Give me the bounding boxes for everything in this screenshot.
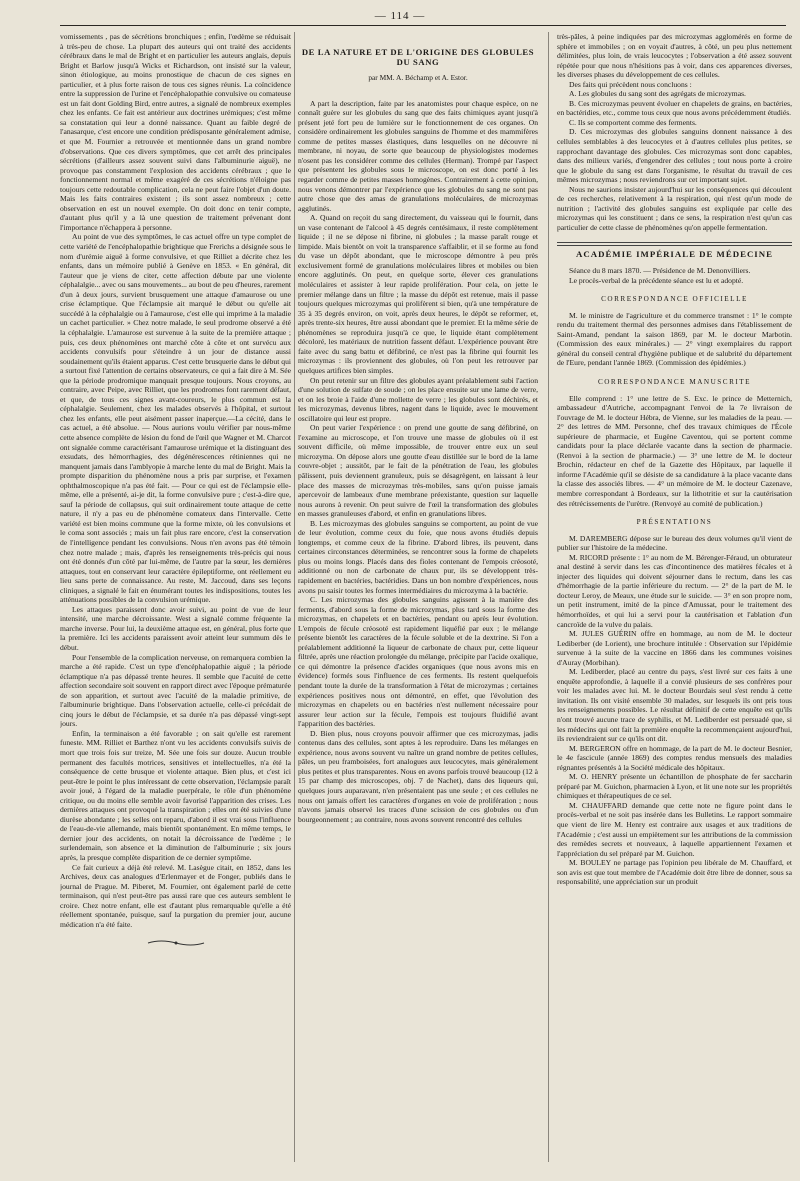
right-column bbox=[557, 32, 792, 1168]
page-number: — 114 — bbox=[374, 10, 426, 22]
paragraph: On peut retenir sur un filtre des globules ayant préalablement subi l'action d'une solution de sulfate de soude ; on les place ensuite sur une lame de verre, et on les broie à l'aide d'une mollette de verre ; les globules sont déchirés, et les microzymas, devenus libres, nagent dans le liquide, avec le mouvement oscillatoire qui leur est propre. bbox=[298, 375, 538, 423]
left-column bbox=[60, 32, 291, 1168]
paragraph: D. Bien plus, nous croyons pouvoir affirmer que ces microzymas, jadis contenus dans des cellules, sont aptes à les reproduire. Dans les mélanges en expérience, nous avons souvent vu naître un grand nombre de petites cellules, pâles, un peu framboisées, fort analogues aux leucocytes, mais généralement plus petites et plus transparentes. Nous en avons parfois trouvé beaucoup (12 à 15 par champ des microscopes, obj. 7 de Nachet), dans des liqueurs qui, quelques jours auparavant, n'en présentaient pas une seule ; et ces cellules ne nous ont jamais offert les caractères d'organes en voie de prolifération ; nous n'avons jamais observé les traces d'une scission de ces globules ou d'un bourgeonnement ; au contraire, nous avons souvent rencontré des cellules bbox=[298, 728, 538, 824]
paragraph: Des faits qui précèdent nous concluons : bbox=[569, 79, 692, 89]
section-rule bbox=[557, 245, 792, 246]
paragraph: A part la description, faite par les anatomistes pour chaque espèce, on ne connaît guère sur les globules du sang que des faits chimiques ayant jusqu'à présent jeté fort peu de lumière sur le fonctionnement de ces organes. On considère ordinairement les globules sanguins de l'homme et des mammifères comme de petites masses élastiques, dans lesquelles on ne découvre ni membrane, ni noyau, de sorte que beaucoup de physiologistes modernes n'osent pas les considérer comme des cellules (Herman). Trompé par l'aspect que présentent les globules sous le microscope, on est donc porté à les regarder comme de petites masses homogènes. Contrairement à cette opinion, nous venons démontrer par l'expérience que les globules du sang ne sont pas autre chose que des amas de granulations moléculaires, de microzymas agglutinés. bbox=[298, 98, 538, 213]
paragraph: M. BERGERON offre en hommage, de la part de M. le docteur Besnier, le 4e fascicule (année 1869) des comptes rendus mensuels des maladies régnantes présentés à la Société médicale des hôpitaux. bbox=[557, 743, 792, 772]
paragraph: Enfin, la terminaison a été favorable ; on sait qu'elle est rarement funeste. MM. Rilliet et Barthez n'ont vu les accidents convulsifs suivis de mort que trois fois sur treize, M. Sée une fois sur douze. Aucun trouble permanent des facultés motrices, sensitives et intellectuelles, n'a été la conséquence de cette brusque et violente attaque. Bien plus, et c'est ici peut-être le point le plus intéressant de cette observation, l'éclampsie paraît avoir joué, à l'égard de la maladie puerpérale, le rôle d'un phénomène critique, ou du moins elle semble avoir favorisé l'apparition des crises. Les dernières attaques ont provoqué la transpiration ; elles ont été suivies d'une diurèse abondante ; les selles ont reparu, d'abord il est vrai sous l'influence de l'eau-de-vie allemande, mais bientôt spontanément. En même temps, le dernier jour des accidents, on notait la décroissance de l'œdème ; le surlendemain, son absence et la diminution de l'albuminurie ; six jours après, la presque complète disparition de ce dernier symptôme. bbox=[60, 728, 291, 863]
paragraph: Elle comprend : 1° une lettre de S. Exc. le prince de Metternich, ambassadeur d'Autriche, accompagnant l'envoi de la 7e livraison de l'ouvrage de M. le docteur Hébra, de Vienne, sur les maladies de la peau. — 2° des lettres de MM. Personne, chef des travaux chimiques de l'École supérieure de pharmacie, et Eugène Caventou, qui se portent comme candidats pour la place déclarée vacante dans la section de pharmacie. (Renvoi à la section de pharmacie.) — 3° une lettre de M. le docteur Brochin, rédacteur en chef de la Gazette des Hôpitaux, par laquelle il informe l'Académie qu'il se désiste de sa candidature à la place vacante dans la classe des associés libres. — 4° un mémoire de M. le docteur Cazenave, membre correspondant à Bordeaux, sur la lithotritie et sur la cautérisation des rétrécissements de l'urètre. (Renvoyé au comité de publication.) bbox=[557, 393, 792, 508]
middle-column bbox=[298, 32, 538, 1168]
paragraph: M. RICORD présente : 1° au nom de M. Bérenger-Féraud, un obturateur anal destiné à servir dans les cas d'incontinence des matières fécales et à injecter des liquides qui doivent séjourner dans le rectum, dans les cas d'hémorrhagie de la partie inférieure du rectum. — 2° de la part de M. le docteur Leroy, de Meaux, une étude sur le suicide. — 3° en son propre nom, un petit instrument, imité de la pince d'Amussat, pour le traitement des hémorrhoïdes, et qui lui a servi pour la cautérisation et l'ablation d'un cancroïde de la vulve du palais. bbox=[557, 552, 792, 629]
section-title: ACADÉMIE IMPÉRIALE DE MÉDECINE bbox=[576, 249, 773, 260]
paragraph: Au point de vue des symptômes, le cas actuel offre un type complet de cette variété de l'encéphalopathie brightique que Frerichs a désignée sous le nom d'urémie aiguë à forme convulsive, et que Rilliet a décrite chez les enfants, dans un mémoire publié à Genève en 1853. « En général, dit l'auteur que je viens de citer, cette affection débute par une violente céphalalgie... avec ou sans mouvements... au bout de peu d'heures, rarement d'un à deux jours, survient brusquement une attaque d'amaurose ou une crise éclamptique. Que l'éclampsie ait marqué le début ou qu'elle ait succédé à la céphalalgie ou à l'amaurose, c'est elle qui imprime à la maladie un cachet particulier. » Chez notre malade, le seul prodrome observé a été la céphalalgie. L'amaurose est survenue à la suite de la première attaque ; puis, ces deux phénomènes ont marché côte à côte et ont survécu aux accidents convulsifs pour s'éteindre à un jour de distance aussi soudainement qu'ils étaient apparus. C'est cette brusquerie dans le début qui a surtout fixé l'attention de certains observateurs, ce qui a fait dire à M. Sée que la période prodromique manquait presque toujours. Nous croyons, au contraire, avec Peipe, avec Rilliet, que les prodromes font rarement défaut, et que, de tous ces signes avant-coureurs, le plus commun est la céphalalgie. Seulement, chez les malades observés à l'hôpital, et surtout chez les enfants, elle peut aisément passer inaperçue.—La cécité, dans le cas actuel, a été absolue. — Nous aurions voulu vérifier par nous-même cette absence complète de lésion du fond de l'œil que Wagner et M. Charcot ont signalée comme caractérisant l'amaurose urémique et la distinguant des exsudats, des hémorrhagies, des dégénérescences rétiniennes qui ne manquent jamais dans l'amblyopie à marche lente du mal de Bright. Mais la prompte disparition du phénomène nous a pris par surprise, et l'examen ophthalmoscopique n'a pas été fait. — Pour ce qui est de l'éclampsie elle-même, elle a présenté, ai-je dit, la forme convulsive pure ; c'est-à-dire que, sauf la période de collapsus, qui suit ordinairement toute attaque de cette nature, il n'y a pas eu de phénomène comateux dans l'intervalle. Cette variété est bien moins commune que la forme mixte, où les convulsions et le coma sont associés ; mais un fait plus rare encore, c'est la conservation de l'intelligence pendant les convulsions. Nous n'en avons pas été témoin chez notre malade ; mais, d'après les renseignements très-précis qui nous ont été donnés d'un côté par lui-même, de l'autre par la sœur, les dernières attaques, tout en conservant leur caractère épileptiforme, ont réellement eu lieu sans perte de connaissance. Au reste, M. Jaccoud, dans ses leçons cliniques, a signalé le fait en énumérant toutes les indispositions, toutes les atténuations possibles de la convulsion urémique. bbox=[60, 232, 291, 605]
paragraph: vomissements , pas de sécrétions bronchiques ; enfin, l'œdème se réduisait à très-peu de chose. La plupart des auteurs qui ont traité des accidents cérébraux dans le mal de Bright et en particulier les auteurs anglais, depuis Bright et Barlow jusqu'à Wicks et Richardson, ont insisté sur la valeur, sinon étiologique, au moins pronostique de chacun de ces signes en particulier, et à plus forte raison de tous ces signes réunis. La coïncidence entre la suppression de l'urine et l'encéphalopathie convulsive ou comateuse est un fait dont Golding Bird, entre autres, a signalé de nombreux exemples chez les enfants. Ce fait est antérieur aux doctrines urémiques; c'est même sa constatation qui leur a donné naissance. Quant au faible degré de l'anasarque, c'est encore une condition prédisposante généralement admise, et que M. Fournier a retrouvée et mentionnée dans un grand nombre d'observations. Que ces divers symptômes, que cet arrêt des principales sécrétions (d'ailleurs assez souvent suivi dans l'albuminurie aiguë), ne provoque pas constamment l'explosion des accidents cérébraux ; que le fonctionnement normal et même exagéré de ces sécrétions n'éloigne pas toujours cette redoutable complication, cela ne peut faire l'objet d'un doute. Mais les faits contraires existent ; ils sont assez nombreux ; cette observation en est un nouvel exemple. On doit donc en tenir compte, d'autant plus qu'il y a là une question de traitement prévenant dont l'importance n'échappera à personne. bbox=[60, 32, 291, 232]
end-ornament bbox=[60, 939, 291, 950]
paragraph: M. DAREMBERG dépose sur le bureau des deux volumes qu'il vient de publier sur l'histoire de la médecine. bbox=[557, 533, 792, 553]
column-divider-1 bbox=[294, 32, 295, 1162]
paragraph: A. Les globules du sang sont des agrégats de microzymas. bbox=[569, 89, 746, 99]
paragraph: B. Ces microzymas peuvent évoluer en chapelets de grains, en bactéries, en bactéridies, etc., comme tous ceux que nous avons précédemment étudiés. bbox=[557, 98, 792, 118]
paragraph: Pour l'ensemble de la complication nerveuse, on remarquera combien la marche a été rapide. C'est un type d'encéphalopathie aiguë ; la période éclamptique n'a pas dépassé trente heures. Il semble que l'acuité de cette affection secondaire soit souvent en rapport direct avec l'époque prématurée de son apparition, et surtout avec l'acuité de la maladie primitive, de l'albuminurie brightique. Dans l'observation actuelle, celle-ci précédait de cinq jours le début de l'éclampsie, et sa durée n'a pas dépassé vingt-sept jours. bbox=[60, 652, 291, 729]
article-title: DE LA NATURE ET DE L'ORIGINE DES GLOBULES DU SANG bbox=[301, 47, 535, 67]
paragraph: On peut varier l'expérience : on prend une goutte de sang défibriné, on l'examine au microscope, et l'on trouve une masse de globules où il est souvent difficile, où même impossible, de trouver entre eux un seul microzyma. On dépose alors une goutte d'eau distillée sur le bord de la lame couvre-objet ; aussitôt, par le fait de la pénétration de l'eau, les globules pâlissent, puis deviennent granuleux, puis se désagrègent, en laissant à leur place des masses de microzymas très-mobiles, sans qu'on puisse jamais apercevoir de lambeaux d'une membrane préexistante, question sur laquelle nous aurons à revenir. On peut suivre de l'œil la transformation des globules en masses granuleuses d'abord, et enfin en granulations libres. bbox=[298, 423, 538, 519]
paragraph: très-pâles, à peine indiquées par des microzymas agglomérés en forme de sphère et immobiles ; on en voyait d'autres, à côté, un peu plus nettement délimitées, plus loin, de vrais leucocytes ; l'observation a été assez souvent répétée pour que nous n'hésitions pas à voir, dans ces apparences diverses, les diverses phases du développement de ces cellules. bbox=[557, 32, 792, 80]
ornament-rule-icon bbox=[146, 939, 206, 947]
subsection-heading: CORRESPONDANCE OFFICIELLE bbox=[601, 295, 748, 304]
paragraph: A. Quand on reçoit du sang directement, du vaisseau qui le fournit, dans un vase contenant de l'alcool à 45 degrés centésimaux, il reste complètement liquide ; il ne se dépose ni fibrine, ni globules ; la masse paraît rouge et limpide. Mais bientôt on voit la transparence s'affaiblir, et il se forme au fond du vase un dépôt abondant, que le microscope démontre à peu près exclusivement formé de granulations moléculaires libres et mobiles ou bien encore agglutinés. On peut, en quelque sorte, élever ces granulations moléculaires et assister à leur rapide prolifération. Pour cela, on jette le premier mélange dans un filtre ; la masse du dépôt est retenue, mais il passe toujours quelques microzymas qui prolifèrent si bien, qu'à une température de 35 à 35 degrés environ, on voit, après deux heures, le dépôt se reformer, et, après trente-six heures, être aussi abondant que le premier. Et la même série de phénomènes se reproduira jusqu'à ce que, le liquide étant complètement décoloré, les matériaux de nutrition fassent défaut. L'expérience pouvant être faite avec du sang battu et défibriné, ce n'est pas la fibrine qui fournit les microzymas : ils proviennent des globules, où l'on peut les retrouver par quelques artifices bien simples. bbox=[298, 213, 538, 375]
article-byline: par MM. A. Béchamp et A. Estor. bbox=[368, 73, 468, 83]
paragraph: B. Les microzymas des globules sanguins se comportent, au point de vue de leur évolution, comme ceux du foie, que nous avons étudiés depuis longtemps, et comme ceux de la fibrine. D'abord libres, ils peuvent, dans certaines circonstances déterminées, se rencontrer sous la forme de chapelets plus ou moins longs. Placés dans des fioles contenant de l'empois créosoté, additionné ou non de carbonate de chaux pur, ils se développent très-rapidement en bactéries, bactéridies. Dans un bon nombre d'expériences, nous avons pu saisir toutes les formes intermédiaires du microzyma à la bactérie. bbox=[298, 518, 538, 595]
paragraph: M. Lediberder, placé au centre du pays, s'est livré sur ces faits à une enquête approfondie, à laquelle il a convié plusieurs de ses confrères pour voir les malades avec lui. M. le docteur Bourdais seul s'est rendu à cette invitation. Ils ont visité ensemble 30 malades, sur lesquels ils ont pris tous les renseignements possibles. Le résultat définitif de cette enquête est qu'ils n'ont trouvé aucune trace de syphilis, et M. Lediberder est persuadé que, si les médecins qui ont fait la première enquête la recommençaient aujourd'hui, ils reviendraient sur ce qu'ils ont dit. bbox=[557, 667, 792, 744]
paragraph: C. Les microzymas des globules sanguins agissent à la manière des ferments, d'abord sous la forme de microzymas, plus tard sous la forme des microzymas, en chapelets et en bactéries, pendant ou après leur évolution. L'empois de fécule créosoté est rapidement liquéfié par eux ; le mélange présente bientôt les caractères de la fécule soluble et de la dextrine. Si l'on a préalablement additionné la liqueur de carbonate de chaux pur, cette liqueur filtrée, après une réaction prolongée du mélange, précipite par l'acide oxalique, ce qui démontre la présence d'acides organiques (que nous avons mis en évidence) formés sous l'influence de ces ferments. Ils restent quelquefois pendant toute la durée de la transformation à l'état de microzymas ; certaines expériences positives nous ont démontré, en effet, que l'évolution des microzymas en chapelets ou en bactéries n'est nullement nécessaire pour assurer leur action sur la fécule, l'empois est toujours fluidifié avant l'apparition des bactéries. bbox=[298, 595, 538, 729]
section-rule bbox=[557, 242, 792, 243]
paragraph: M. CHAUFFARD demande que cette note ne figure point dans le procès-verbal et ne soit pas insérée dans les Bulletins. Le rapport sommaire que vient de lire M. Henry est contraire aux usages et aux traditions de l'Académie ; c'est aussi un empiètement sur les attributions de la commission des remèdes secrets et nouveaux, à laquelle appartiennent l'examen et l'appréciation du sel préparé par M. Guichon. bbox=[557, 800, 792, 858]
minutes-line: Le procès-verbal de la précédente séance est lu et adopté. bbox=[569, 275, 744, 285]
subsection-heading: PRÉSENTATIONS bbox=[636, 518, 713, 527]
paragraph: M. JULES GUÉRIN offre en hommage, au nom de M. le docteur Lediberber (de Lorient), une brochure intitulée : Observation sur l'épidémie survenue à la suite de la vaccine en 1866 dans les communes voisines d'Auray (Morbihan). bbox=[557, 629, 792, 667]
header-rule bbox=[60, 25, 786, 26]
paragraph: Nous ne saurions insister aujourd'hui sur les conséquences qui découlent de ces recherches, relativement à la respiration, qui n'est qu'un mode de nutrition ; l'activité des globules sanguins est expliquée par celle des microzymas qui les constituent ; dans ce sens, la respiration n'est qu'un cas particulier de cette classe de phénomènes qu'on appelle fermentation. bbox=[557, 184, 792, 232]
paragraph: M. BOULEY ne partage pas l'opinion peu libérale de M. Chauffard, et son avis est que tout membre de l'Académie doit être libre de donner, sous sa responsabilité, une appréciation sur un produit bbox=[557, 858, 792, 887]
paragraph: Les attaques paraissent donc avoir suivi, au point de vue de leur intensité, une marche décroissante. West a signalé comme fréquente la marche inverse. Pour lui, la deuxième attaque est, en général, plus forte que la première. Ici les accidents paraissent avoir atteint leur summum dès le début. bbox=[60, 604, 291, 652]
paragraph: Ce fait curieux a déjà été relevé. M. Lasègue citait, en 1852, dans les Archives, deux cas analogues d'Erlenmayer et de Fonger, publiés dans le journal de Prague. M. Piberet, M. Fournier, ont également parlé de cette terminaison, qui n'est peut-être pas aussi rare que ces auteurs semblent le croire. Chez notre enfant, elle est d'autant plus remarquable qu'elle a été réellement spontanée, puisque, sauf la purgation du premier jour, aucune médication n'a été faite. bbox=[60, 862, 291, 929]
paragraph: M. O. HENRY présente un échantillon de phosphate de fer saccharin préparé par M. Guichon, pharmacien à Lyon, et lit une note sur les propriétés chimiques et thérapeutiques de ce sel. bbox=[557, 772, 792, 801]
paragraph: C. Ils se comportent comme des ferments. bbox=[569, 117, 697, 127]
column-divider-2 bbox=[548, 32, 549, 1162]
session-line: Séance du 8 mars 1870. — Présidence de M. Denonvilliers. bbox=[569, 266, 751, 276]
paragraph: M. le ministre de l'agriculture et du commerce transmet : 1° le compte rendu du traitement thermal des personnes admises dans l'établissement de Saint-Amand, pendant la saison 1869, par M. le docteur Marbotin. (Commission des eaux minérales.) — 2° vingt exemplaires du rapport général du conseil central d'hygiène publique et de salubrité du département de l'Eure, pendant l'année 1869. (Commission des épidémies.) bbox=[557, 310, 792, 368]
subsection-heading: CORRESPONDANCE MANUSCRITE bbox=[597, 377, 752, 386]
paragraph: D. Ces microzymas des globules sanguins donnent naissance à des cellules semblables à des leucocytes et à d'autres cellules plus petites, se rapprochant davantage des globules. Ces microzymas sont donc capables, dans des milieux variés, d'engendrer des cellules ; tout nous porte à croire que le globule du sang est dans l'organisme, le résultat du travail de ces mêmes microzymas ; nous reviendrons sur cet important sujet. bbox=[557, 127, 792, 185]
